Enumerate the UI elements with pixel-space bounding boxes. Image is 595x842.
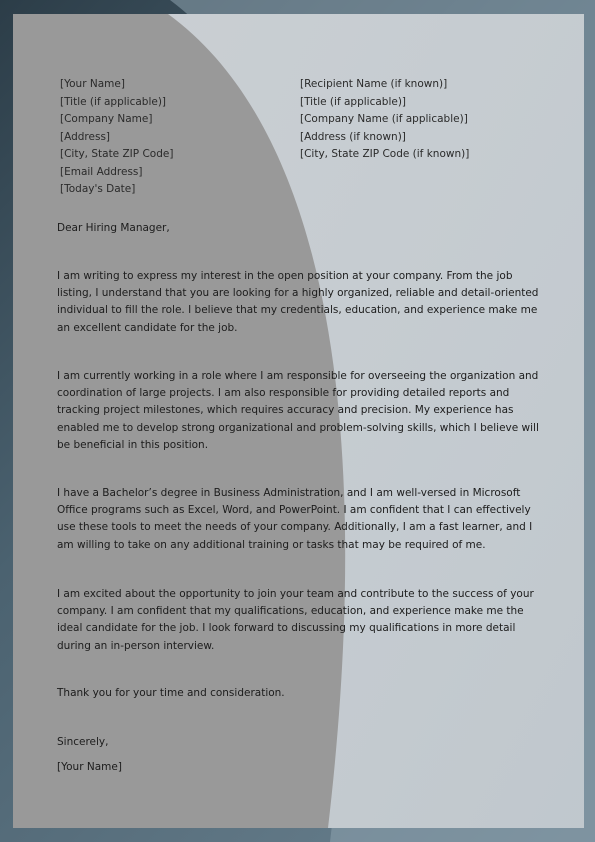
recipient-title: [Title (if applicable)] <box>300 95 407 108</box>
sender-city: [City, State ZIP Code] <box>60 148 174 160</box>
letter-sheet <box>13 14 584 828</box>
letter-content <box>13 14 584 828</box>
salutation: Dear Hiring Manager, <box>57 222 170 234</box>
closing: Sincerely, <box>57 736 109 748</box>
paragraph-experience: I am currently working in a role where I am responsible for overseeing the organization and coordination of large projects. I am also responsible for providing detailed reports and tracking project milestones, which requires accuracy and precision. My experience has enabled me to develop strong organizational and problem-solving skills, which I believe will be beneficial in this position. <box>57 370 539 451</box>
sender-title: [Title (if applicable)] <box>60 95 167 108</box>
recipient-address-block <box>300 76 469 164</box>
paragraph-intro: I am writing to express my interest in the open position at your company. From the job listing, I understand that you are looking for a highly organized, reliable and detail-oriented individual to fill the role. I believe that my credentials, education, and experience make me an excellent candidate for the job. <box>57 270 539 334</box>
sender-name: [Your Name] <box>60 78 125 90</box>
recipient-name: [Recipient Name (if known)] <box>300 78 448 90</box>
recipient-company: [Company Name (if applicable)] <box>300 113 468 125</box>
paragraph-education: I have a Bachelor’s degree in Business Administration, and I am well-versed in Microsoft Office programs such as Excel, Word, and PowerPoint. I am confident that I can effectively use these tools to meet the needs of your company. Additionally, I am a fast learner, and I am willing to take on any additional training or tasks that may be required of me. <box>57 487 533 551</box>
sender-email: [Email Address] <box>60 165 143 178</box>
sender-date: [Today's Date] <box>60 183 136 195</box>
recipient-city: [City, State ZIP Code (if known)] <box>300 148 470 160</box>
sender-address-block <box>60 76 173 199</box>
paragraph-conclusion: I am excited about the opportunity to join your team and contribute to the success of your company. I am confident that my qualifications, education, and experience make me the ideal candidate for the job. I look forward to discussing my qualifications in more detail during an in-person interview. <box>57 588 534 652</box>
paragraph-thanks: Thank you for your time and consideration. <box>57 687 285 699</box>
recipient-address: [Address (if known)] <box>300 130 406 143</box>
sender-address: [Address] <box>60 130 111 143</box>
sender-company: [Company Name] <box>60 113 153 125</box>
signature-name: [Your Name] <box>57 761 122 773</box>
